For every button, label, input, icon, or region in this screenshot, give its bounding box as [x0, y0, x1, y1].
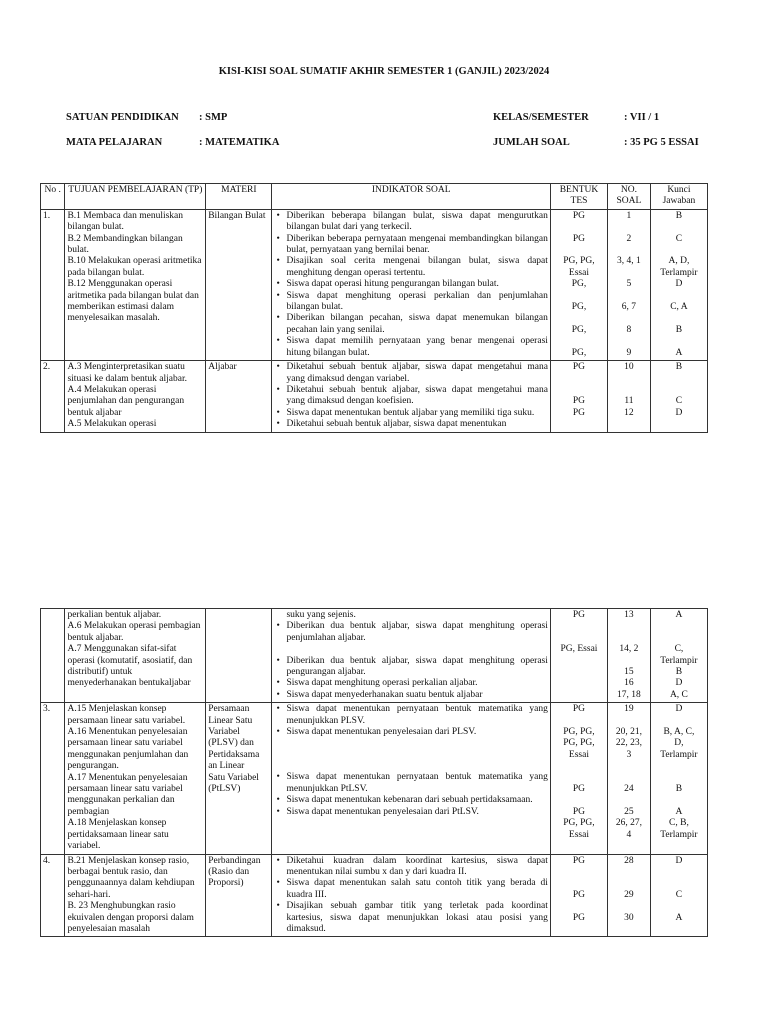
cell-line: 28: [624, 855, 634, 866]
cell-line: [610, 656, 648, 667]
cell-line: [653, 795, 705, 806]
cell-line: [610, 773, 648, 784]
cell-line: B: [675, 324, 683, 335]
cell-line: PG,: [571, 302, 587, 313]
row-number: 2.: [41, 361, 65, 432]
table-row: [41, 854, 708, 937]
cell-line: D: [675, 678, 683, 689]
header-tujuan: TUJUAN PEMBELAJARAN (TP): [65, 184, 206, 210]
cell-line: PG,: [571, 279, 587, 290]
indikator-item: • Diketahui sebuah bentuk aljabar, siswa dapat mengetahui mana yang dimaksud dengan variabel.: [274, 362, 547, 385]
table-row: [41, 609, 708, 703]
cell-line: 1: [626, 210, 632, 221]
indikator-item: • Diberikan beberapa bilangan bulat, siswa dapat mengurutkan bilangan bulat dari yang terkecil.: [274, 211, 547, 234]
cell-line: Terlampir: [660, 267, 698, 278]
indikator-item: • Diketahui kuadran dalam koordinat kartesius, siswa dapat menentukan nilai sumbu x dan y dari kuadra II.: [274, 856, 547, 879]
indikator-item: • Siswa dapat menentukan penyelesaian dari PLSV.: [274, 727, 547, 738]
cell-line: [553, 313, 605, 324]
cell-line: 12: [624, 407, 634, 418]
cell-line: [553, 773, 605, 784]
cell-line: [653, 336, 705, 347]
cell-line: PG, Essai: [560, 644, 598, 655]
cell-line: D,: [674, 738, 684, 749]
document-title: KISI-KISI SOAL SUMATIF AKHIR SEMESTER 1 (GANJIL) 2023/2024: [218, 66, 550, 77]
nosoal-cell: [608, 209, 651, 360]
cell-line: C,: [674, 644, 684, 655]
cell-line: [553, 291, 605, 302]
indikator-item: • Siswa dapat menentukan penyelesaian dari PtLSV.: [274, 807, 547, 818]
tujuan-cell: [65, 209, 206, 360]
cell-line: C, B,: [669, 818, 689, 829]
bentuk-cell: [550, 609, 607, 703]
row-number: 4.: [41, 854, 65, 937]
cell-line: PG: [572, 233, 586, 244]
cell-line: [553, 633, 605, 644]
cell-line: (PtLSV): [208, 784, 241, 795]
cell-line: C: [675, 889, 683, 900]
cell-line: 26, 27,: [615, 818, 642, 829]
cell-line: [553, 901, 605, 912]
bentuk-cell: [550, 361, 607, 432]
cell-line: [610, 878, 648, 889]
cell-line: 2: [626, 233, 632, 244]
indikator-item: • Siswa dapat menghitung operasi perkalian aljabar.: [274, 678, 547, 689]
cell-line: [610, 268, 648, 279]
cell-line: PG: [572, 806, 586, 817]
cell-line: 9: [626, 347, 632, 358]
cell-line: Perbandingan: [208, 855, 261, 866]
cell-line: 22, 23,: [615, 738, 642, 749]
kunci-cell: [650, 609, 707, 703]
cell-line: Terlampir: [660, 749, 698, 760]
cell-line: [553, 656, 605, 667]
kisi-kisi-table-part1: [40, 183, 708, 433]
tp-item: A.15 Menjelaskan konsep persamaan linear satu variabel.: [67, 704, 186, 726]
cell-line: Variabel: [208, 727, 240, 738]
kunci-cell: [650, 703, 707, 854]
cell-line: 24: [624, 784, 634, 795]
row-number: 1.: [41, 209, 65, 360]
cell-line: [553, 222, 605, 233]
cell-line: 4: [626, 829, 632, 840]
tujuan-cell: [65, 609, 206, 703]
materi-cell: Aljabar: [206, 361, 272, 432]
cell-line: D: [675, 407, 683, 418]
cell-line: PG: [572, 784, 586, 795]
mapel-label: MATA PELAJARAN: [66, 137, 163, 148]
cell-line: an Linear: [208, 761, 245, 772]
cell-line: [610, 245, 648, 256]
cell-line: 11: [624, 396, 634, 407]
header-indikator: INDIKATOR SOAL: [272, 184, 550, 210]
tp-item: A.6 Melakukan operasi pembagian bentuk aljabar.: [67, 621, 201, 643]
kunci-cell: [650, 361, 707, 432]
indikator-item: • Siswa dapat operasi hitung pengurangan bilangan bulat.: [274, 279, 547, 290]
tp-item: perkalian bentuk aljabar.: [67, 610, 162, 620]
tp-item: A.4 Melakukan operasi penjumlahan dan pengurangan bentuk aljabar: [67, 384, 185, 418]
cell-line: [610, 374, 648, 385]
table-header-row: [41, 184, 708, 210]
cell-line: [653, 761, 705, 772]
nosoal-cell: [608, 361, 651, 432]
cell-line: Satu Variabel: [208, 772, 259, 783]
indikator-item: • Diberikan bilangan pecahan, siswa dapat menemukan bilangan pecahan lain yang senilai.: [274, 313, 547, 336]
kunci-cell: [650, 209, 707, 360]
cell-line: A, C: [669, 689, 688, 700]
indikator-item: • Siswa dapat menyederhanakan suatu bentuk aljabar: [274, 690, 547, 701]
cell-line: [653, 901, 705, 912]
indikator-item: • Diberikan dua bentuk aljabar, siswa dapat menghitung operasi penjumlahan aljabar.: [274, 621, 547, 644]
cell-line: [610, 633, 648, 644]
cell-line: A: [675, 912, 683, 923]
tp-item: B.1 Membaca dan menuliskan bilangan bulat.: [67, 210, 184, 233]
indikator-item: • Siswa dapat memilih pernyataan yang benar mengenai operasi hitung bilangan bulat.: [274, 336, 547, 359]
cell-line: [553, 667, 605, 678]
cell-line: PG, PG,: [563, 256, 595, 267]
cell-line: Pertidaksama: [208, 749, 260, 760]
cell-line: PG: [572, 396, 586, 407]
cell-line: [610, 761, 648, 772]
tp-item: A.17 Menentukan penyelesaian persamaan linear satu variabel menggunakan perkalian dan pembagian: [67, 772, 188, 817]
cell-line: C: [675, 396, 683, 407]
indikator-cell: [272, 609, 550, 703]
nosoal-cell: [608, 609, 651, 703]
cell-line: 10: [624, 362, 634, 373]
indikator-item: • Siswa dapat menentukan pernyataan bentuk matematika yang menunjukkan PtLSV.: [274, 772, 547, 795]
tp-item: B.12 Menggunakan operasi aritmetika pada bilangan bulat dan memberikan estimasi dalam menyelesaikan masalah.: [67, 279, 199, 324]
materi-cell: [206, 703, 272, 854]
cell-line: [553, 621, 605, 632]
cell-line: [553, 690, 605, 701]
bentuk-cell: [550, 703, 607, 854]
cell-line: [553, 678, 605, 689]
cell-line: [653, 878, 705, 889]
cell-line: [653, 716, 705, 727]
cell-line: [553, 374, 605, 385]
cell-line: PG: [572, 210, 586, 221]
cell-line: [653, 385, 705, 396]
tujuan-cell: [65, 361, 206, 432]
cell-line: Persamaan: [208, 704, 250, 715]
cell-line: 25: [624, 806, 634, 817]
cell-line: 8: [626, 324, 632, 335]
cell-line: [553, 336, 605, 347]
cell-line: [653, 374, 705, 385]
header-bentuk-tes: BENTUK TES: [550, 184, 607, 210]
cell-line: [610, 716, 648, 727]
cell-line: PG, PG,: [563, 727, 595, 738]
cell-line: D: [675, 704, 683, 715]
cell-line: Essai: [568, 267, 589, 278]
tp-item: A.18 Menjelaskan konsep pertidaksamaan linear satu variabel.: [67, 818, 169, 852]
cell-line: PG: [572, 610, 586, 620]
satuan-label: SATUAN PENDIDIKAN: [66, 112, 179, 123]
cell-line: (PLSV) dan: [208, 738, 254, 749]
bentuk-cell: [550, 209, 607, 360]
cell-line: [653, 633, 705, 644]
table-row: [41, 703, 708, 854]
cell-line: B: [675, 210, 683, 221]
cell-line: PG, PG,: [563, 818, 595, 829]
indikator-item: • Diberikan dua bentuk aljabar, siswa dapat menghitung operasi pengurangan aljabar.: [274, 656, 547, 679]
kunci-cell: [650, 854, 707, 937]
indikator-item: • Disajikan soal cerita mengenai bilangan bulat, siswa dapat menghitung dengan operasi tertentu.: [274, 256, 547, 279]
cell-line: PG: [572, 362, 586, 373]
tp-item: A.16 Menentukan penyelesaian persamaan linear satu variabel menggunakan penjumlahan dan pengurangan.: [67, 727, 189, 772]
cell-line: [610, 336, 648, 347]
cell-line: 19: [624, 704, 634, 715]
header-kunci: Kunci Jawaban: [650, 184, 707, 210]
cell-line: Proporsi): [208, 878, 244, 889]
cell-line: 14, 2: [619, 644, 639, 655]
cell-line: PG,: [571, 347, 587, 358]
cell-line: [553, 867, 605, 878]
cell-line: [553, 795, 605, 806]
cell-line: [553, 878, 605, 889]
indikator-item: • Siswa dapat menentukan kebenaran dari sebuah pertidaksamaan.: [274, 795, 547, 806]
cell-line: 6, 7: [621, 302, 637, 312]
cell-line: PG: [572, 704, 586, 715]
cell-line: 17, 18: [617, 689, 641, 700]
cell-line: B, A, C,: [663, 727, 695, 738]
header-materi: MATERI: [206, 184, 272, 210]
cell-line: PG, PG,: [563, 738, 595, 749]
jumlah-label: JUMLAH SOAL: [493, 137, 570, 148]
indikator-item: • Siswa dapat menentukan bentuk aljabar yang memiliki tiga suku.: [274, 408, 547, 419]
cell-line: 3, 4, 1: [617, 256, 641, 267]
cell-line: [610, 901, 648, 912]
tujuan-cell: [65, 854, 206, 937]
cell-line: 30: [624, 912, 634, 923]
cell-line: [553, 716, 605, 727]
nosoal-cell: [608, 703, 651, 854]
cell-line: [610, 291, 648, 302]
cell-line: [553, 245, 605, 256]
indikator-continuation: suku yang sejenis.: [286, 610, 356, 620]
cell-line: [653, 313, 705, 324]
indikator-item: • Disajikan sebuah gambar titik yang terletak pada koordinat kartesius, siswa dapat menunjukkan lokasi atau posisi yang dimaksud.: [274, 901, 547, 935]
kelas-label: KELAS/SEMESTER: [493, 112, 589, 123]
cell-line: (Rasio dan: [208, 866, 250, 877]
cell-line: Terlampir: [660, 655, 698, 666]
cell-line: [610, 621, 648, 632]
cell-line: [653, 222, 705, 233]
tujuan-cell: [65, 703, 206, 854]
mapel-value: : MATEMATIKA: [199, 137, 280, 148]
nosoal-cell: [608, 854, 651, 937]
row-number: 3.: [41, 703, 65, 854]
cell-line: Essai: [568, 749, 589, 760]
indikator-cell: [272, 209, 550, 360]
indikator-item: • Siswa dapat menghitung operasi perkalian dan penjumlahan bilangan bulat.: [274, 291, 547, 314]
cell-line: A: [675, 806, 683, 817]
cell-line: PG: [572, 912, 586, 923]
cell-line: B: [675, 667, 683, 677]
cell-line: 20, 21,: [615, 727, 642, 738]
cell-line: Terlampir: [660, 829, 698, 840]
tp-item: A.3 Menginterpretasikan suatu situasi ke dalam bentuk aljabar.: [67, 362, 187, 384]
indikator-cell: [272, 854, 550, 937]
cell-line: [653, 773, 705, 784]
jumlah-value: : 35 PG 5 ESSAI: [624, 137, 699, 148]
header-no-soal: NO. SOAL: [608, 184, 651, 210]
bentuk-cell: [550, 854, 607, 937]
cell-line: Linear Satu: [208, 715, 253, 726]
cell-line: PG: [572, 855, 586, 866]
cell-line: [653, 867, 705, 878]
kisi-kisi-table-part2: [40, 608, 708, 937]
cell-line: [610, 222, 648, 233]
cell-line: [610, 795, 648, 806]
cell-line: PG,: [571, 324, 587, 335]
cell-line: Essai: [568, 829, 589, 840]
tp-item: B.10 Melakukan operasi aritmetika pada bilangan bulat.: [67, 256, 202, 278]
indikator-item: • Siswa dapat menentukan salah satu contoh titik yang berada di kuadra III.: [274, 878, 547, 901]
cell-line: 29: [624, 889, 634, 900]
indikator-cell: [272, 703, 550, 854]
indikator-item: • Diketahui sebuah bentuk aljabar, siswa dapat mengetahui mana yang dimaksud dengan koefisien.: [274, 385, 547, 408]
tp-item: B. 23 Menghubungkan rasio ekuivalen dengan proporsi dalam penyelesaian masalah: [67, 901, 194, 934]
cell-line: A: [675, 610, 683, 620]
table-row: [41, 361, 708, 432]
cell-line: [553, 761, 605, 772]
cell-line: D: [675, 855, 683, 866]
cell-line: [553, 385, 605, 396]
tp-item: A.7 Menggunakan sifat-sifat operasi (komutatif, asosiatif, dan distributif) untuk menyederhanakan bentukaljabar: [67, 644, 193, 689]
row-number: [41, 609, 65, 703]
cell-line: 15: [624, 666, 634, 677]
tp-item: B.21 Menjelaskan konsep rasio, berbagai bentuk rasio, dan penggunaannya dalam kehdiupan sehari-hari.: [67, 855, 195, 900]
cell-line: B: [675, 784, 683, 795]
cell-line: 5: [626, 279, 632, 290]
tp-item: B.2 Membandingkan bilangan bulat.: [67, 233, 183, 256]
tp-item: A.5 Melakukan operasi: [67, 419, 157, 430]
satuan-value: : SMP: [199, 112, 228, 123]
kelas-value: : VII / 1: [624, 112, 660, 123]
table-row: [41, 209, 708, 360]
cell-line: C: [675, 233, 683, 244]
cell-line: B: [675, 362, 683, 373]
cell-line: [653, 245, 705, 256]
indikator-item: • Diberikan beberapa pernyataan mengenai membandingkan bilangan bulat, pernyataan yang bernilai benar.: [274, 234, 547, 257]
cell-line: 13: [624, 610, 634, 620]
cell-line: [653, 621, 705, 632]
materi-cell: [206, 609, 272, 703]
indikator-item: • Siswa dapat menentukan pernyataan bentuk matematika yang menunjukkan PLSV.: [274, 704, 547, 727]
cell-line: PG: [572, 407, 586, 418]
indikator-item: • Diketahui sebuah bentuk aljabar, siswa dapat menentukan: [274, 419, 547, 430]
cell-line: D: [675, 279, 683, 290]
cell-line: A, D,: [668, 256, 690, 267]
cell-line: [610, 867, 648, 878]
cell-line: [610, 385, 648, 396]
header-no: No .: [41, 184, 65, 210]
cell-line: A: [675, 347, 683, 358]
materi-cell: [206, 854, 272, 937]
cell-line: [653, 291, 705, 302]
cell-line: [610, 313, 648, 324]
cell-line: 3: [626, 749, 632, 760]
cell-line: PG: [572, 889, 586, 900]
cell-line: C, A: [670, 302, 688, 313]
indikator-cell: [272, 361, 550, 432]
cell-line: 16: [624, 678, 634, 689]
materi-cell: Bilangan Bulat: [206, 209, 272, 360]
